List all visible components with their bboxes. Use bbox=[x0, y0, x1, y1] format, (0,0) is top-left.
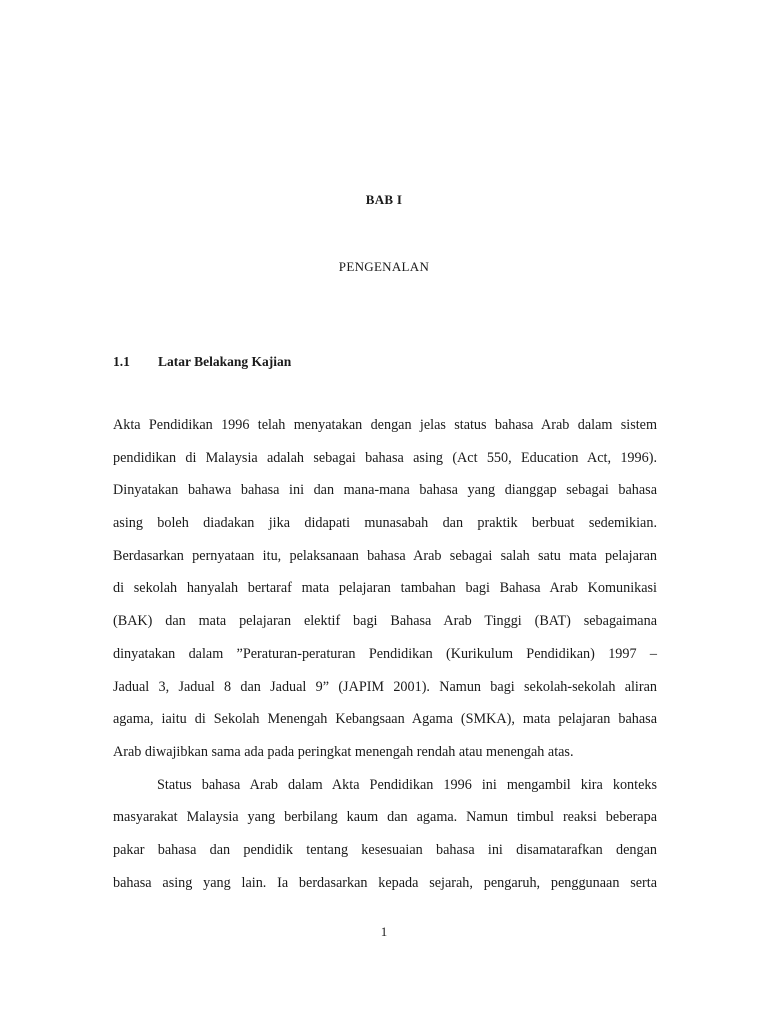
section-heading bbox=[113, 354, 291, 370]
paragraph-line: Status bahasa Arab dalam Akta Pendidikan 1996 ini mengambil kira konteks bbox=[157, 776, 657, 793]
paragraph-line: masyarakat Malaysia yang berbilang kaum dan agama. Namun timbul reaksi beberapa bbox=[113, 809, 657, 826]
paragraph-line: agama, iaitu di Sekolah Menengah Kebangsaan Agama (SMKA), mata pelajaran bahasa bbox=[113, 711, 657, 728]
paragraph-line: Berdasarkan pernyataan itu, pelaksanaan bahasa Arab sebagai salah satu mata pelajaran bbox=[113, 547, 657, 564]
paragraph-line: asing boleh diadakan jika didapati munasabah dan praktik berbuat sedemikian. bbox=[113, 515, 657, 532]
paragraph-2 bbox=[113, 769, 657, 900]
section-number: 1.1 bbox=[113, 354, 130, 369]
paragraph-line: Dinyatakan bahawa bahasa ini dan mana-mana bahasa yang dianggap sebagai bahasa bbox=[113, 482, 657, 499]
paragraph-line: dinyatakan dalam ”Peraturan-peraturan Pendidikan (Kurikulum Pendidikan) 1997 – bbox=[113, 645, 657, 662]
paragraph-line: (BAK) dan mata pelajaran elektif bagi Bahasa Arab Tinggi (BAT) sebagaimana bbox=[113, 613, 657, 630]
section-title: Latar Belakang Kajian bbox=[158, 354, 292, 369]
paragraph-line: bahasa asing yang lain. Ia berdasarkan kepada sejarah, pengaruh, penggunaan serta bbox=[113, 874, 657, 891]
paragraph-line: pakar bahasa dan pendidik tentang kesesuaian bahasa ini disamatarafkan dengan bbox=[113, 841, 657, 858]
paragraph-line: Jadual 3, Jadual 8 dan Jadual 9” (JAPIM 2001). Namun bagi sekolah-sekolah aliran bbox=[113, 678, 657, 695]
paragraph-line: di sekolah hanyalah bertaraf mata pelajaran tambahan bagi Bahasa Arab Komunikasi bbox=[113, 580, 657, 597]
paragraph-line: Arab diwajibkan sama ada pada peringkat menengah rendah atau menengah atas. bbox=[113, 743, 574, 760]
chapter-label: BAB I bbox=[365, 192, 403, 207]
paragraph-line: pendidikan di Malaysia adalah sebagai bahasa asing (Act 550, Education Act, 1996). bbox=[113, 449, 657, 466]
page-number: 1 bbox=[380, 924, 388, 939]
body-text bbox=[113, 409, 657, 899]
paragraph-line: Akta Pendidikan 1996 telah menyatakan dengan jelas status bahasa Arab dalam sistem bbox=[113, 417, 657, 433]
chapter-title: PENGENALAN bbox=[338, 259, 430, 274]
paragraph-1 bbox=[113, 409, 657, 769]
